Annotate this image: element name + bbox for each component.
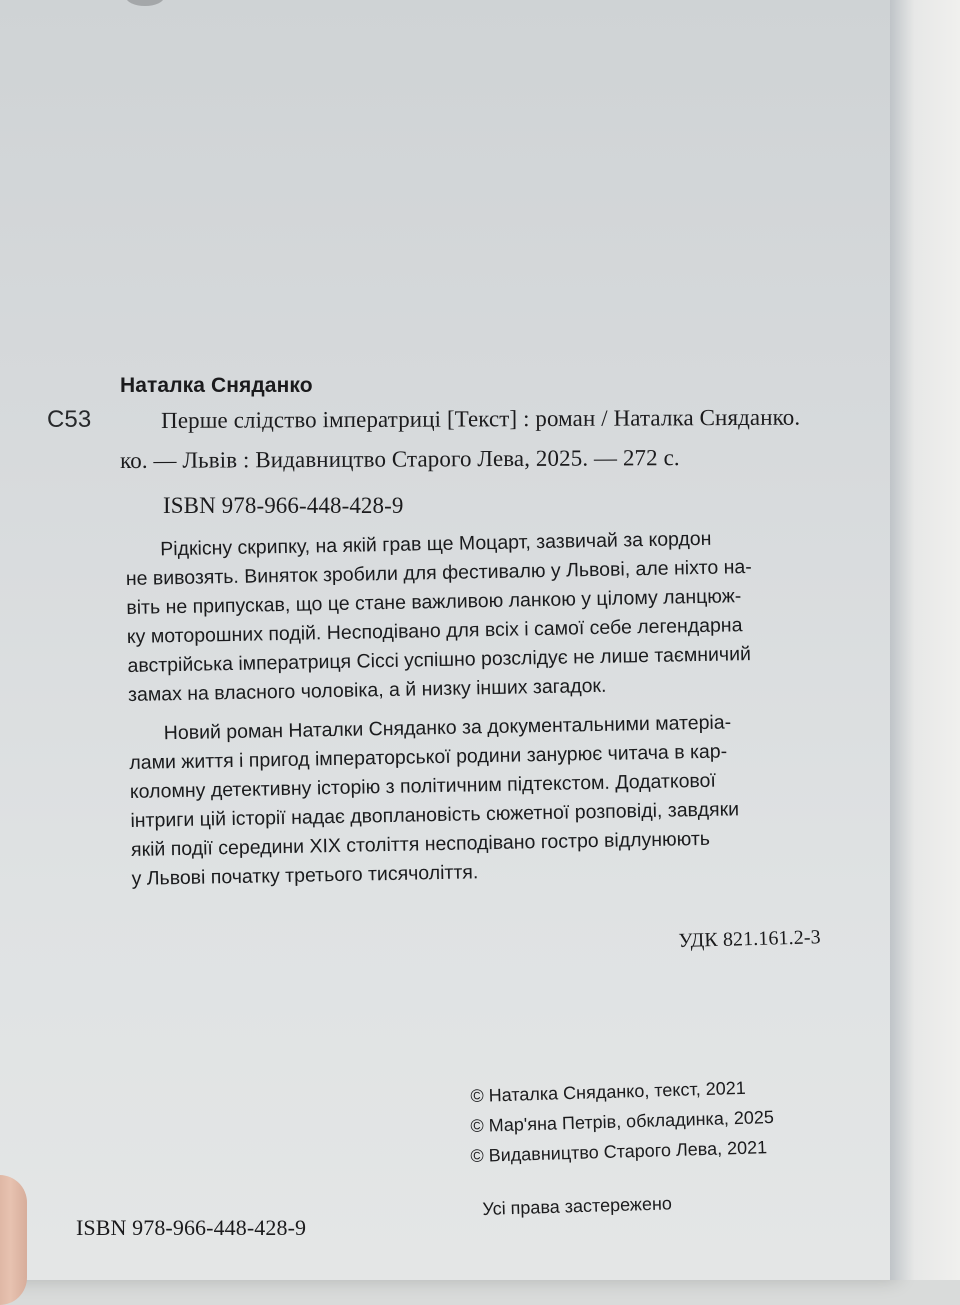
copyright-line: © Мар'яна Петрів, обкладинка, 2025 [470,1106,775,1136]
annotation-line: коломну детективну історію з політичним підтекстом. Додаткової [129,769,717,803]
rights-reserved: Усі права застережено [482,1193,673,1219]
annotation-line: Рідкісну скрипку, на якій грав ще Моцарт, зазвичай за кордон [160,527,712,561]
classification-code: С53 [47,406,92,433]
book-annotation [125,522,862,896]
isbn-line: ISBN 978-966-448-428-9 [163,493,404,518]
annotation-line: австрійська імператриця Сіссі успішно розслідує не лише таємничий [127,643,752,677]
footer-isbn: ISBN 978-966-448-428-9 [76,1215,307,1240]
top-page-number-fragment [126,0,164,6]
copyright-line: © Видавництво Старого Лева, 2021 [470,1137,768,1166]
catalog-entry-line-1: Перше слідство імператриці [Текст] : роман / Наталка Сняданко. [161,404,801,433]
finger-holding-page [0,1175,27,1305]
page-edge [890,0,960,1280]
author-heading: Наталка Сняданко [120,374,313,397]
annotation-line: ку моторошних подій. Несподівано для всіх і самої себе легендарна [126,614,743,648]
annotation-line: інтриги цій історії надає двоплановість сюжетної розповіді, завдяки [130,798,740,832]
annotation-line: віть не припускав, що це стане важливою ланкою у цілому ланцюж- [126,585,742,619]
udk-code: УДК 821.161.2-3 [678,926,821,952]
annotation-line: не вивозять. Виняток зробили для фестивалю у Львові, але ніхто на- [125,555,752,590]
catalog-entry-line-2: ко. — Львів : Видавництво Старого Лева, 2025. — 272 с. [120,445,680,473]
annotation-line: якій події середини XIX століття несподівано гостро відлунюють [130,827,711,861]
annotation-line: лами життя і пригод імператорської родини занурює читача в кар- [129,740,728,774]
copyright-line: © Наталка Сняданко, текст, 2021 [470,1077,746,1106]
annotation-line: у Львові початку третього тисячоліття. [131,861,479,890]
annotation-line: Новий роман Наталки Сняданко за документальними матеріа- [163,711,732,745]
annotation-line: замах на власного чоловіка, а й низку інших загадок. [127,674,607,706]
